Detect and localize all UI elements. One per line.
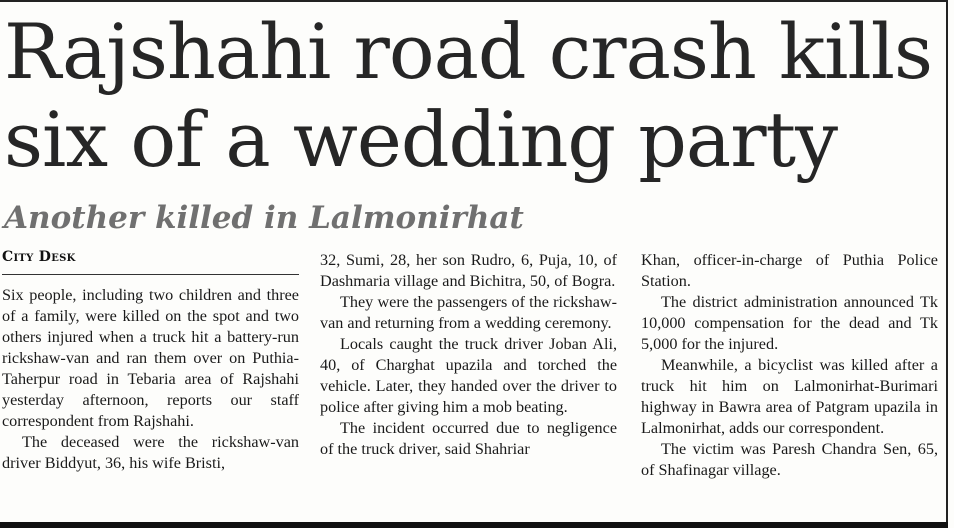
right-border bbox=[946, 0, 948, 528]
paragraph: The district administration announced Tk 10,000 compensation for the dead and Tk 5,000 for the injured. bbox=[641, 293, 938, 353]
byline-divider bbox=[2, 274, 299, 275]
paragraph: Six people, including two children and three of a family, were killed on the spot and two others injured when a truck hit a battery-run rickshaw-van and ran them over on Puthia-Taherpur road in Tebaria area of Rajshahi yesterday afternoon, reports our staff correspondent from Rajshahi. bbox=[2, 286, 299, 430]
paragraph: 32, Sumi, 28, her son Rudro, 6, Puja, 10, of Dashmaria village and Bichitra, 50, of Bogra. bbox=[320, 251, 617, 290]
paragraph: Khan, officer-in-charge of Puthia Police Station. bbox=[641, 251, 938, 290]
paragraph: The deceased were the rickshaw-van driver Biddyut, 36, his wife Bristi, bbox=[2, 433, 299, 472]
subheadline: Another killed in Lalmonirhat bbox=[4, 200, 524, 236]
byline: City Desk bbox=[2, 249, 76, 265]
top-border bbox=[0, 0, 948, 2]
article-column-1 bbox=[2, 285, 299, 474]
article-column-2 bbox=[320, 250, 617, 460]
headline: Rajshahi road crash kills six of a wedding party bbox=[4, 7, 933, 184]
paragraph: The incident occurred due to negligence of the truck driver, said Shahriar bbox=[320, 419, 617, 458]
paragraph: They were the passengers of the rickshaw-van and returning from a wedding ceremony. bbox=[320, 293, 617, 332]
paragraph: Meanwhile, a bicyclist was killed after a truck hit him on Lalmonirhat-Burimari highway in Bawra area of Patgram upazila in Lalmonirhat, adds our correspondent. bbox=[641, 356, 938, 437]
paragraph: The victim was Paresh Chandra Sen, 65, of Shafinagar village. bbox=[641, 440, 938, 479]
bottom-border bbox=[0, 522, 948, 528]
paragraph: Locals caught the truck driver Joban Ali, 40, of Charghat upazila and torched the vehicle. Later, they handed over the driver to police after giving him a mob beating. bbox=[320, 335, 617, 416]
article-column-3 bbox=[641, 250, 938, 481]
